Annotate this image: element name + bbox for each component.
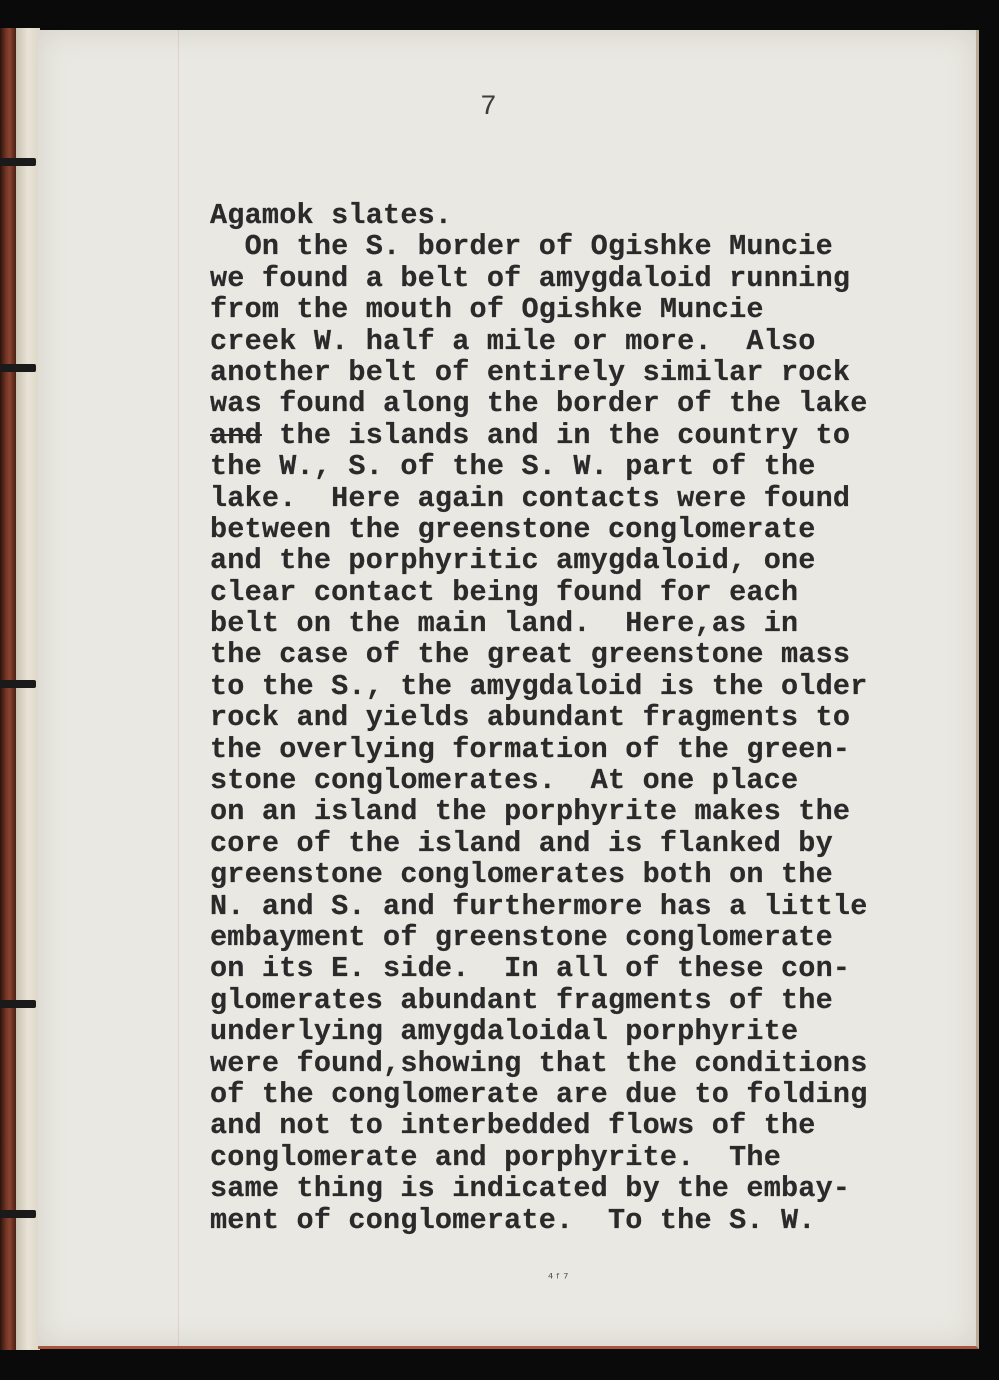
- text-line: Agamok slates.: [210, 199, 453, 232]
- binding-ring: [0, 680, 36, 688]
- text-line: On the S. border of Ogishke Muncie: [210, 230, 833, 264]
- text-line: glomerates abundant fragments of the: [210, 983, 833, 1017]
- text-line: on an island the porphyrite makes the: [210, 795, 851, 829]
- text-line: another belt of entirely similar rock: [210, 355, 851, 389]
- binding-ring: [0, 1000, 36, 1008]
- text-line-with-strike: [210, 420, 950, 451]
- text-line: core of the island and is flanked by: [210, 826, 833, 860]
- text-line-rest: the islands and in the country to: [261, 418, 851, 452]
- text-line: ment of conglomerate. To the S. W.: [210, 1203, 816, 1237]
- text-line: to the S., the amygdaloid is the older: [210, 669, 868, 703]
- text-line: were found,showing that the conditions: [210, 1046, 868, 1080]
- text-line: the W., S. of the S. W. part of the: [210, 450, 816, 484]
- text-line: embayment of greenstone conglomerate: [210, 920, 833, 954]
- typed-body-text: [210, 200, 950, 1236]
- text-line: creek W. half a mile or more. Also: [210, 324, 816, 358]
- page-number: 7: [480, 92, 497, 123]
- footer-mark: ⁴ᶠ⁷: [548, 1272, 572, 1287]
- text-line: underlying amygdaloidal porphyrite: [210, 1015, 799, 1049]
- text-line: and not to interbedded flows of the: [210, 1109, 816, 1143]
- text-line: of the conglomerate are due to folding: [210, 1077, 868, 1111]
- text-line: on its E. side. In all of these con-: [210, 952, 851, 986]
- text-line: belt on the main land. Here,as in: [210, 607, 799, 641]
- binding-ring: [0, 364, 36, 372]
- text-line: greenstone conglomerates both on the: [210, 858, 833, 892]
- text-line: clear contact being found for each: [210, 575, 799, 609]
- text-line: rock and yields abundant fragments to: [210, 701, 851, 735]
- notebook-binding: [0, 28, 16, 1350]
- text-line: and the porphyritic amygdaloid, one: [210, 544, 816, 578]
- text-line: stone conglomerates. At one place: [210, 764, 799, 798]
- text-line: conglomerate and porphyrite. The: [210, 1140, 781, 1174]
- text-line: N. and S. and furthermore has a little: [210, 889, 868, 923]
- binding-ring: [0, 158, 36, 166]
- binding-ring: [0, 1210, 36, 1218]
- binding-strip: [16, 28, 40, 1350]
- text-line: lake. Here again contacts were found: [210, 481, 851, 515]
- text-line: from the mouth of Ogishke Muncie: [210, 293, 764, 327]
- text-line: the overlying formation of the green-: [210, 732, 851, 766]
- text-line: we found a belt of amygdaloid running: [210, 261, 851, 295]
- struck-word: and: [210, 418, 262, 452]
- text-line: between the greenstone conglomerate: [210, 512, 816, 546]
- text-line: the case of the great greenstone mass: [210, 638, 851, 672]
- text-line: was found along the border of the lake: [210, 387, 868, 421]
- text-line: same thing is indicated by the embay-: [210, 1172, 851, 1206]
